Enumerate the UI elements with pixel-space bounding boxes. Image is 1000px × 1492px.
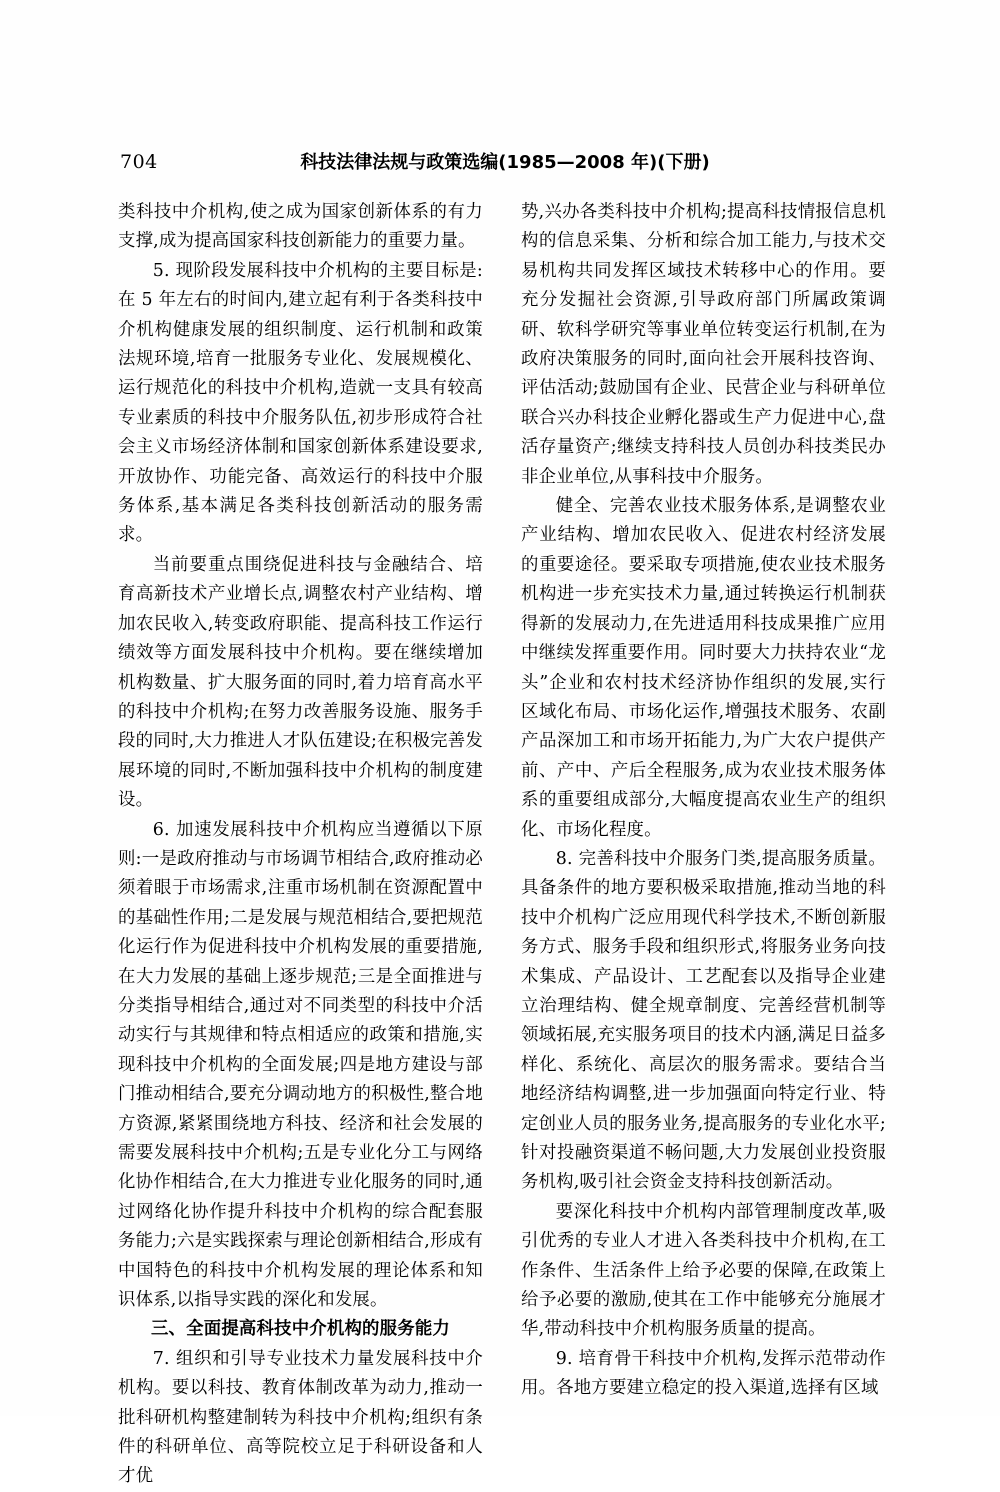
paragraph: 要深化科技中介机构内部管理制度改革,吸引优秀的专业人才进入各类科技中介机构,在工作条件、生活条件上给予必要的保障,在政策上给予必要的激励,使其在工作中能够充分施展才华,带动科技中介机构服务质量的提高。	[521, 1201, 886, 1340]
page-header	[120, 148, 880, 178]
paragraph: 5. 现阶段发展科技中介机构的主要目标是:在 5 年左右的时间内,建立起有利于各类科技中介机构健康发展的组织制度、运行机制和政策法规环境,培育一批服务专业化、发展规模化、运行规范化的科技中介机构,造就一支具有较高专业素质的科技中介服务队伍,初步形成符合社会主义市场经济体制和国家创新体系建设要求,开放协作、功能完备、高效运行的科技中介服务体系,基本满足各类科技创新活动的服务需求。	[118, 260, 483, 546]
right-column	[521, 198, 886, 1492]
header-title: 科技法律法规与政策选编(1985—2008 年)(下册)	[300, 152, 710, 173]
two-column-body	[118, 198, 886, 1492]
paragraph: 健全、完善农业技术服务体系,是调整农业产业结构、增加农民收入、促进农村经济发展的重要途径。要采取专项措施,使农业技术服务机构进一步充实技术力量,通过转换运行机制获得新的发展动力,在先进适用科技成果推广应用中继续发挥重要作用。同时要大力扶持农业“龙头”企业和农村技术经济协作组织的发展,实行区域化布局、市场化运作,增强技术服务、农副产品深加工和市场开拓能力,为广大农户提供产前、产中、产后全程服务,成为农业技术服务体系的重要组成部分,大幅度提高农业生产的组织化、市场化程度。	[521, 496, 886, 840]
paragraph: 势,兴办各类科技中介机构;提高科技情报信息机构的信息采集、分析和综合加工能力,与技术交易机构共同发挥区域技术转移中心的作用。要充分发掘社会资源,引导政府部门所属政策调研、软科学研究等事业单位转变运行机制,在为政府决策服务的同时,面向社会开展科技咨询、评估活动;鼓励国有企业、民营企业与科研单位联合兴办科技企业孵化器或生产力促进中心,盘活存量资产;继续支持科技人员创办科技类民办非企业单位,从事科技中介服务。	[521, 202, 886, 487]
paragraph: 7. 组织和引导专业技术力量发展科技中介机构。要以科技、教育体制改革为动力,推动一批科研机构整建制转为科技中介机构;组织有条件的科研单位、高等院校立足于科研设备和人才优	[118, 1348, 483, 1487]
page-number: 704	[120, 151, 158, 173]
section-heading: 三、全面提高科技中介机构的服务能力	[150, 1319, 451, 1340]
paragraph: 6. 加速发展科技中介机构应当遵循以下原则:一是政府推动与市场调节相结合,政府推动必须着眼于市场需求,注重市场机制在资源配置中的基础性作用;二是发展与规范相结合,要把规范化运行作为促进科技中介机构发展的重要措施,在大力发展的基础上逐步规范;三是全面推进与分类指导相结合,通过对不同类型的科技中介活动实行与其规律和特点相适应的政策和措施,实现科技中介机构的全面发展;四是地方建设与部门推动相结合,要充分调动地方的积极性,整合地方资源,紧紧围绕地方科技、经济和社会发展的需要发展科技中介机构;五是专业化分工与网络化协作相结合,在大力推进专业化服务的同时,通过网络化协作提升科技中介机构的综合配套服务能力;六是实践探索与理论创新相结合,形成有中国特色的科技中介机构发展的理论体系和知识体系,以指导实践的深化和发展。	[118, 819, 483, 1311]
left-column	[118, 198, 483, 1492]
paragraph: 当前要重点围绕促进科技与金融结合、培育高新技术产业增长点,调整农村产业结构、增加农民收入,转变政府职能、提高科技工作运行绩效等方面发展科技中介机构。要在继续增加机构数量、扩大服务面的同时,着力培育高水平的科技中介机构;在努力改善服务设施、服务手段的同时,大力推进人才队伍建设;在积极完善发展环境的同时,不断加强科技中介机构的制度建设。	[118, 554, 483, 811]
paragraph: 类科技中介机构,使之成为国家创新体系的有力支撑,成为提高国家科技创新能力的重要力量。	[118, 202, 483, 252]
paragraph: 9. 培育骨干科技中介机构,发挥示范带动作用。各地方要建立稳定的投入渠道,选择有区域	[521, 1348, 886, 1399]
paragraph: 8. 完善科技中介服务门类,提高服务质量。具备条件的地方要积极采取措施,推动当地的科技中介机构广泛应用现代科学技术,不断创新服务方式、服务手段和组织形式,将服务业务向技术集成、产品设计、工艺配套以及指导企业建立治理结构、健全规章制度、完善经营机制等领域拓展,充实服务项目的技术内涵,满足日益多样化、系统化、高层次的服务需求。要结合当地经济结构调整,进一步加强面向特定行业、特定创业人员的服务业务,提高服务的专业化水平;针对投融资渠道不畅问题,大力发展创业投资服务机构,吸引社会资金支持科技创新活动。	[521, 848, 886, 1193]
